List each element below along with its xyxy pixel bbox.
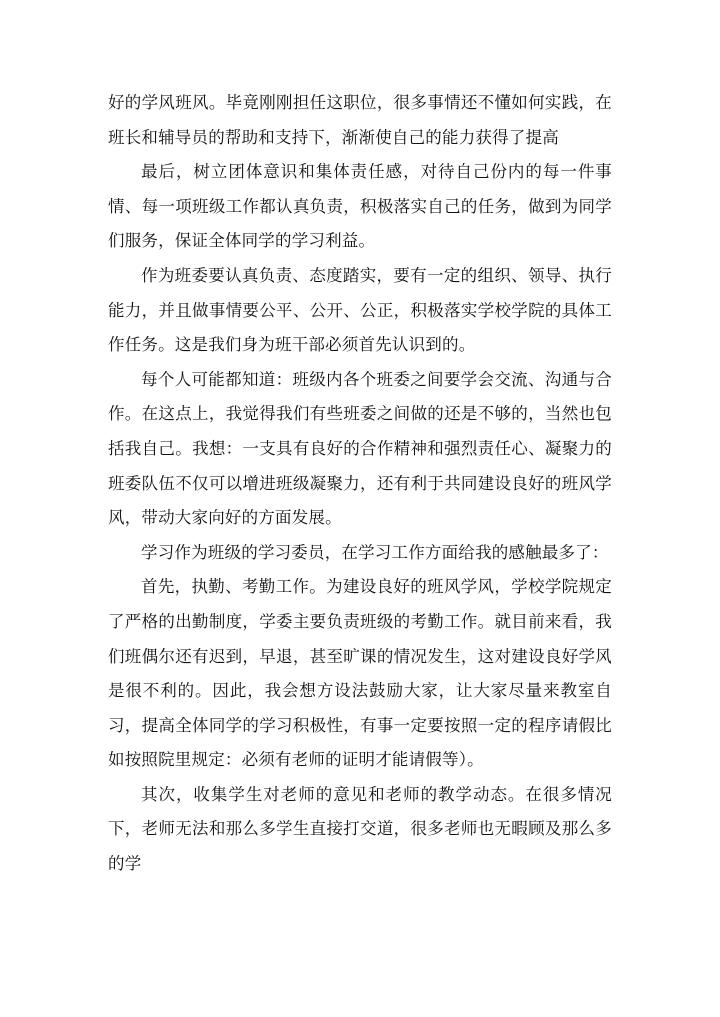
paragraph-7: 其次，收集学生对老师的意见和老师的教学动态。在很多情况下，老师无法和那么多学生直接打交道，很多老师也无暇顾及那么多的学 bbox=[108, 784, 612, 874]
paragraph-2: 最后，树立团体意识和集体责任感，对待自己份内的每一件事情、每一项班级工作都认真负责，积极落实自己的任务，做到为同学们服务，保证全体同学的学习利益。 bbox=[108, 162, 612, 251]
paragraph-6: 首先，执勤、考勤工作。为建设良好的班风学风，学校学院规定了严格的出勤制度，学委主要负责班级的考勤工作。就目前来看，我们班偶尔还有迟到，早退，甚至旷课的情况发生，这对建设良好学风是很不利的。因此，我会想方设法鼓励大家，让大家尽量来教室自习，提高全体同学的学习积极性，有事一定要按照一定的程序请假比如按照院里规定：必须有老师的证明才能请假等）。 bbox=[108, 577, 612, 770]
paragraph-5: 学习作为班级的学习委员，在学习工作方面给我的感触最多了： bbox=[141, 542, 609, 562]
paragraph-1: 好的学风班风。毕竟刚刚担任这职位，很多事情还不懂如何实践，在班长和辅导员的帮助和支持下，渐渐使自己的能力获得了提高 bbox=[108, 93, 612, 147]
paragraph-3: 作为班委要认真负责、态度踏实，要有一定的组织、领导、执行能力，并且做事情要公平、公开、公正，积极落实学校学院的具体工作任务。这是我们身为班干部必须首先认识到的。 bbox=[108, 265, 612, 355]
paragraph-4: 每个人可能都知道：班级内各个班委之间要学会交流、沟通与合作。在这点上，我觉得我们有些班委之间做的还是不够的，当然也包括我自己。我想：一支具有良好的合作精神和强烈责任心、凝聚力的班委队伍不仅可以增进班级凝聚力，还有利于共同建设良好的班风学风，带动大家向好的方面发展。 bbox=[108, 369, 612, 528]
document-body bbox=[108, 86, 612, 882]
